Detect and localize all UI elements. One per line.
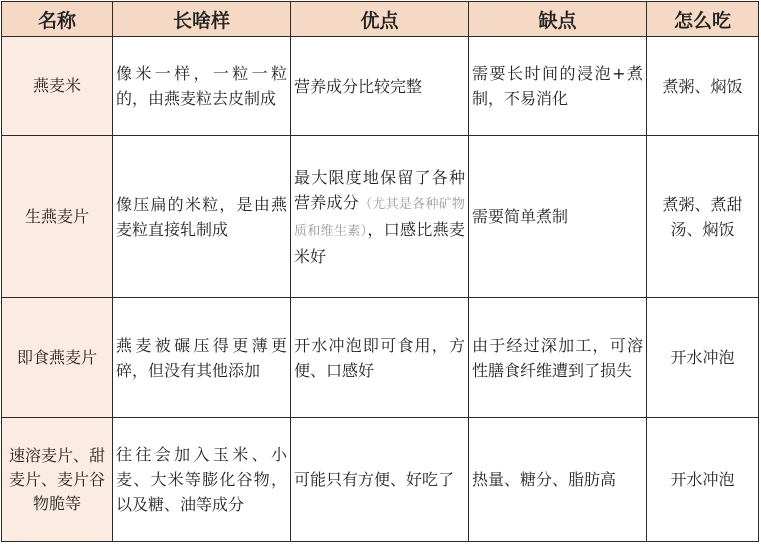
row-pros — [291, 136, 469, 298]
row-pros: 可能只有方便、好吃了 — [291, 418, 469, 542]
row-looks: 像米一样，一粒一粒的，由燕麦粒去皮制成 — [113, 37, 291, 136]
row-cons: 热量、糖分、脂肪高 — [469, 418, 647, 542]
header-cons: 缺点 — [469, 2, 647, 37]
row-name: 即食燕麦片 — [2, 298, 113, 418]
header-how-to-eat: 怎么吃 — [647, 2, 759, 37]
row-pros: 开水冲泡即可食用，方便、口感好 — [291, 298, 469, 418]
header-looks: 长啥样 — [113, 2, 291, 37]
table-row — [2, 136, 759, 298]
row-cons: 需要简单煮制 — [469, 136, 647, 298]
row-name: 生燕麦片 — [2, 136, 113, 298]
row-name: 速溶麦片、甜麦片、麦片谷物脆等 — [2, 418, 113, 542]
table-row — [2, 37, 759, 136]
row-cons: 由于经过深加工，可溶性膳食纤维遭到了损失 — [469, 298, 647, 418]
row-how-to-eat: 开水冲泡 — [647, 298, 759, 418]
table-row — [2, 418, 759, 542]
table-row — [2, 298, 759, 418]
pros-text: 最大限度地保留了各种营养成分 — [294, 167, 465, 212]
header-name: 名称 — [2, 2, 113, 37]
row-how-to-eat: 煮粥、焖饭 — [647, 37, 759, 136]
row-looks: 往往会加入玉米、小麦、大米等膨化谷物，以及糖、油等成分 — [113, 418, 291, 542]
pros-note: （尤其是各种矿物质和维生素） — [294, 196, 465, 239]
row-how-to-eat: 开水冲泡 — [647, 418, 759, 542]
row-pros: 营养成分比较完整 — [291, 37, 469, 136]
row-name: 燕麦米 — [2, 37, 113, 136]
header-pros: 优点 — [291, 2, 469, 37]
row-looks: 像压扁的米粒，是由燕麦粒直接轧制成 — [113, 136, 291, 298]
pros-text-after: ，口感比燕麦米好 — [294, 219, 465, 266]
oat-comparison-table — [1, 1, 759, 542]
row-looks: 燕麦被碾压得更薄更碎，但没有其他添加 — [113, 298, 291, 418]
row-how-to-eat: 煮粥、煮甜汤、焖饭 — [647, 136, 759, 298]
row-cons: 需要长时间的浸泡+煮制，不易消化 — [469, 37, 647, 136]
header-row — [2, 2, 759, 37]
